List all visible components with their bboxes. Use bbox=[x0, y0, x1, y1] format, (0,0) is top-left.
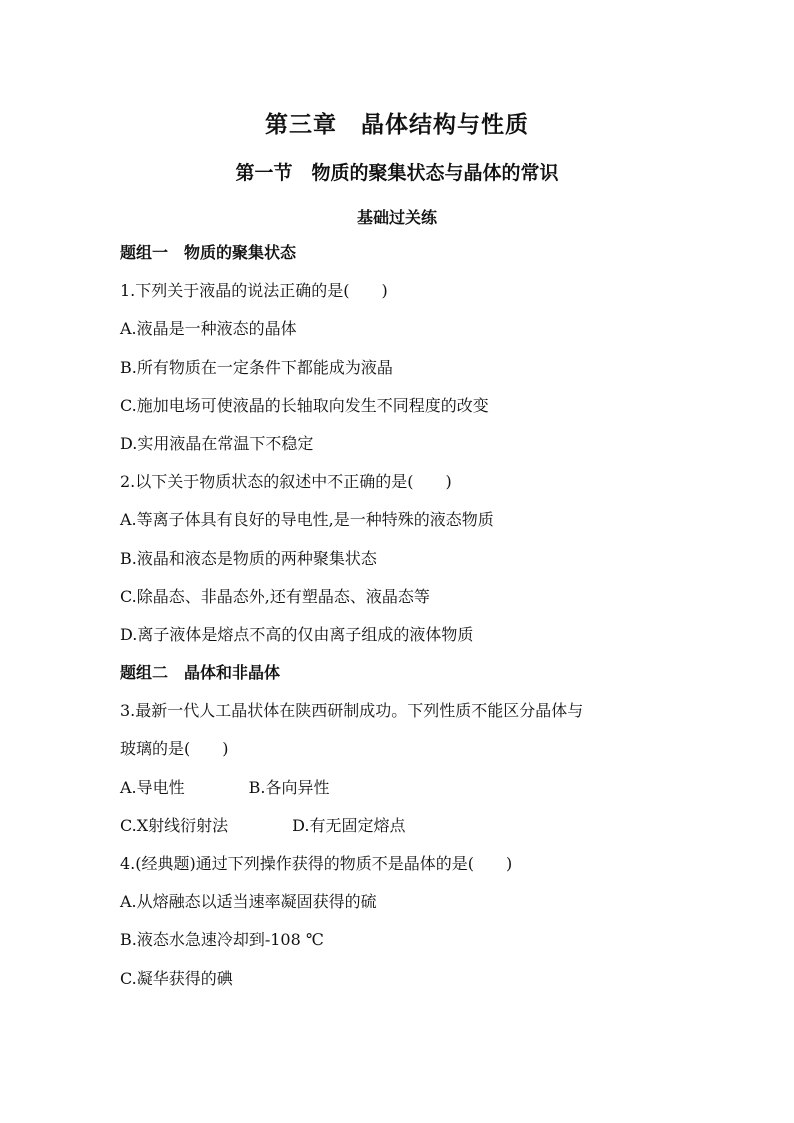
exercise-subtitle: 基础过关练 bbox=[356, 208, 437, 227]
question-2-option-a: A.等离子体具有良好的导电性,是一种特殊的液态物质 bbox=[120, 510, 494, 530]
group-title-2: 题组二 晶体和非晶体 bbox=[120, 663, 281, 683]
question-3-options-row-1 bbox=[120, 769, 680, 807]
question-2-option-c: C.除晶态、非晶态外,还有塑晶态、液晶态等 bbox=[120, 586, 430, 606]
question-1-option-d: D.实用液晶在常温下不稳定 bbox=[120, 433, 314, 453]
section-title: 第一节 物质的聚集状态与晶体的常识 bbox=[235, 162, 559, 184]
chapter-title: 第三章 晶体结构与性质 bbox=[265, 111, 529, 138]
question-1-stem: 1.下列关于液晶的说法正确的是( ) bbox=[120, 281, 388, 301]
question-3-option-a: A.导电性 bbox=[120, 777, 185, 797]
question-2-stem: 2.以下关于物质状态的叙述中不正确的是( ) bbox=[120, 472, 452, 492]
question-1-option-c: C.施加电场可使液晶的长轴取向发生不同程度的改变 bbox=[120, 395, 489, 415]
question-4-option-b: B.液态水急速冷却到-108 ℃ bbox=[120, 930, 324, 950]
question-3-option-b: B.各向异性 bbox=[248, 777, 330, 797]
question-2-option-d: D.离子液体是熔点不高的仅由离子组成的液体物质 bbox=[120, 624, 474, 644]
question-3-stem-line-1: 3.最新一代人工晶状体在陕西研制成功。下列性质不能区分晶体与 bbox=[120, 701, 584, 721]
group-title-1: 题组一 物质的聚集状态 bbox=[120, 243, 297, 262]
question-4-option-a: A.从熔融态以适当速率凝固获得的硫 bbox=[120, 892, 377, 912]
question-content bbox=[120, 234, 680, 998]
question-3-stem-line-2: 玻璃的是( ) bbox=[120, 739, 229, 759]
question-3-options-row-2 bbox=[120, 807, 680, 845]
question-1-option-b: B.所有物质在一定条件下都能成为液晶 bbox=[120, 357, 393, 377]
question-4-option-c: C.凝华获得的碘 bbox=[120, 968, 233, 988]
question-1-option-a: A.液晶是一种液态的晶体 bbox=[120, 319, 297, 339]
question-3-option-d: D.有无固定熔点 bbox=[292, 815, 406, 835]
question-3-option-c: C.X射线衍射法 bbox=[120, 815, 229, 835]
question-2-option-b: B.液晶和液态是物质的两种聚集状态 bbox=[120, 548, 377, 568]
question-4-stem: 4.(经典题)通过下列操作获得的物质不是晶体的是( ) bbox=[120, 854, 513, 873]
